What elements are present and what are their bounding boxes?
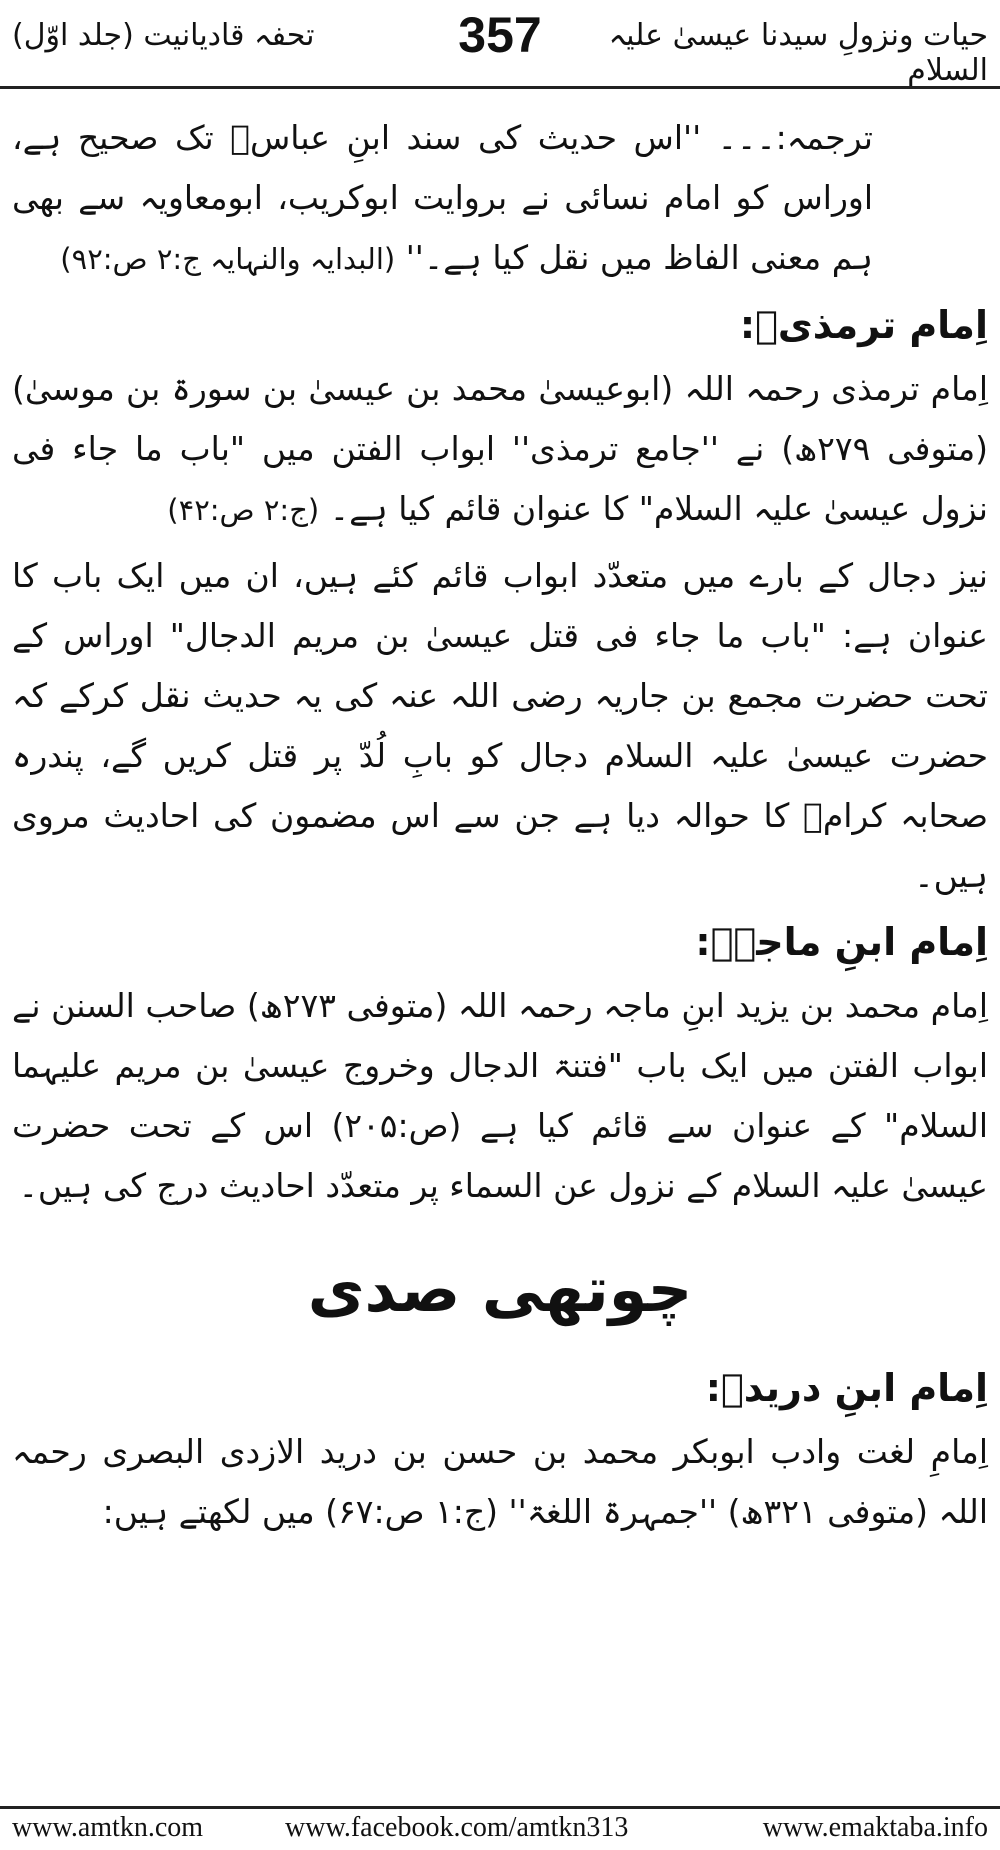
heading-imam-ibn-durayd: اِمام ابنِ دریدؒ: <box>705 1366 988 1410</box>
heading-imam-ibn-majah: اِمام ابنِ ماجہؒ: <box>695 920 988 964</box>
reference-bidaya: (البدایہ والنہایہ ج:۲ ص:۹۲) <box>60 242 396 276</box>
page-number: 357 <box>458 7 542 63</box>
translation-paragraph <box>12 108 988 289</box>
footer-link-facebook[interactable]: www.facebook.com/amtkn313 <box>285 1812 629 1843</box>
paragraph-ibn-majah: اِمام محمد بن یزید ابنِ ماجہ رحمہ اللہ (متوفی ۲۷۳ھ) صاحب السنن نے ابواب الفتن میں ایک باب "فتنۃ الدجال وخروج عیسیٰ بن مریم علیہما السلام" کے عنوان سے قائم کیا ہے (ص:۲۰۵) اس کے تحت حضرت عیسیٰ علیہ السلام کے نزول عن السماء پر متعدّد احادیث درج کی ہیں۔ <box>12 986 988 1205</box>
footer-link-amtkn[interactable]: www.amtkn.com <box>12 1812 204 1843</box>
section-title: چوتھی صدی <box>307 1253 693 1326</box>
paragraph-ibn-durayd: اِمامِ لغت وادب ابوبکر محمد بن حسن بن درید الازدی البصری رحمہ اللہ (متوفی ۳۲۱ھ) ''جمہرۃ اللغۃ'' (ج:۱ ص:۶۷) میں لکھتے ہیں: <box>12 1432 988 1531</box>
header-divider <box>0 86 1000 89</box>
paragraph-dajjal: نیز دجال کے بارے میں متعدّد ابواب قائم کئے ہیں، ان میں ایک باب کا عنوان ہے: "باب ما جاء فی قتل عیسیٰ بن مریم الدجال" اوراس کے تحت حضرت مجمع بن جاریہ رضی اللہ عنہ کی یہ حدیث نقل کرکے کہ حضرت عیسیٰ علیہ السلام دجال کو بابِ لُدّ پر قتل کریں گے، پندرہ صحابہ کرامؓ کا حوالہ دیا ہے جن سے اس مضمون کی احادیث مروی ہیں۔ <box>12 556 988 895</box>
page-header <box>0 0 1000 88</box>
heading-imam-tirmidhi: اِمام ترمذیؒ: <box>739 303 988 347</box>
page-body <box>12 108 988 1548</box>
tirmidhi-text: اِمام ترمذی رحمہ اللہ (ابوعیسیٰ محمد بن عیسیٰ بن سورۃ بن موسیٰ) (متوفی ۲۷۹ھ) نے ''جامع ترمذی'' ابواب الفتن میں "باب ما جاء فی نزول عیسیٰ علیہ السلام" کا عنوان قائم کیا ہے۔ <box>12 369 989 528</box>
translation-text: ترجمہ:۔۔۔ ''اس حدیث کی سند ابنِ عباسؓ تک صحیح ہے، اوراس کو امام نسائی نے بروایت ابوکریب، ابومعاویہ سے بھی ہم معنی الفاظ میں نقل کیا ہے۔'' <box>12 118 873 277</box>
footer-link-emaktaba[interactable]: www.emaktaba.info <box>762 1812 988 1843</box>
reference-tirmidhi: (ج:۲ ص:۴۲) <box>167 493 320 527</box>
paragraph-tirmidhi <box>12 359 988 540</box>
footer-divider <box>0 1806 1000 1809</box>
chapter-title: حیات ونزولِ سیدنا عیسیٰ علیہ السلام <box>608 18 988 88</box>
page-footer <box>0 1812 1000 1846</box>
book-title: تحفہ قادیانیت (جلد اوّل) <box>12 18 315 53</box>
